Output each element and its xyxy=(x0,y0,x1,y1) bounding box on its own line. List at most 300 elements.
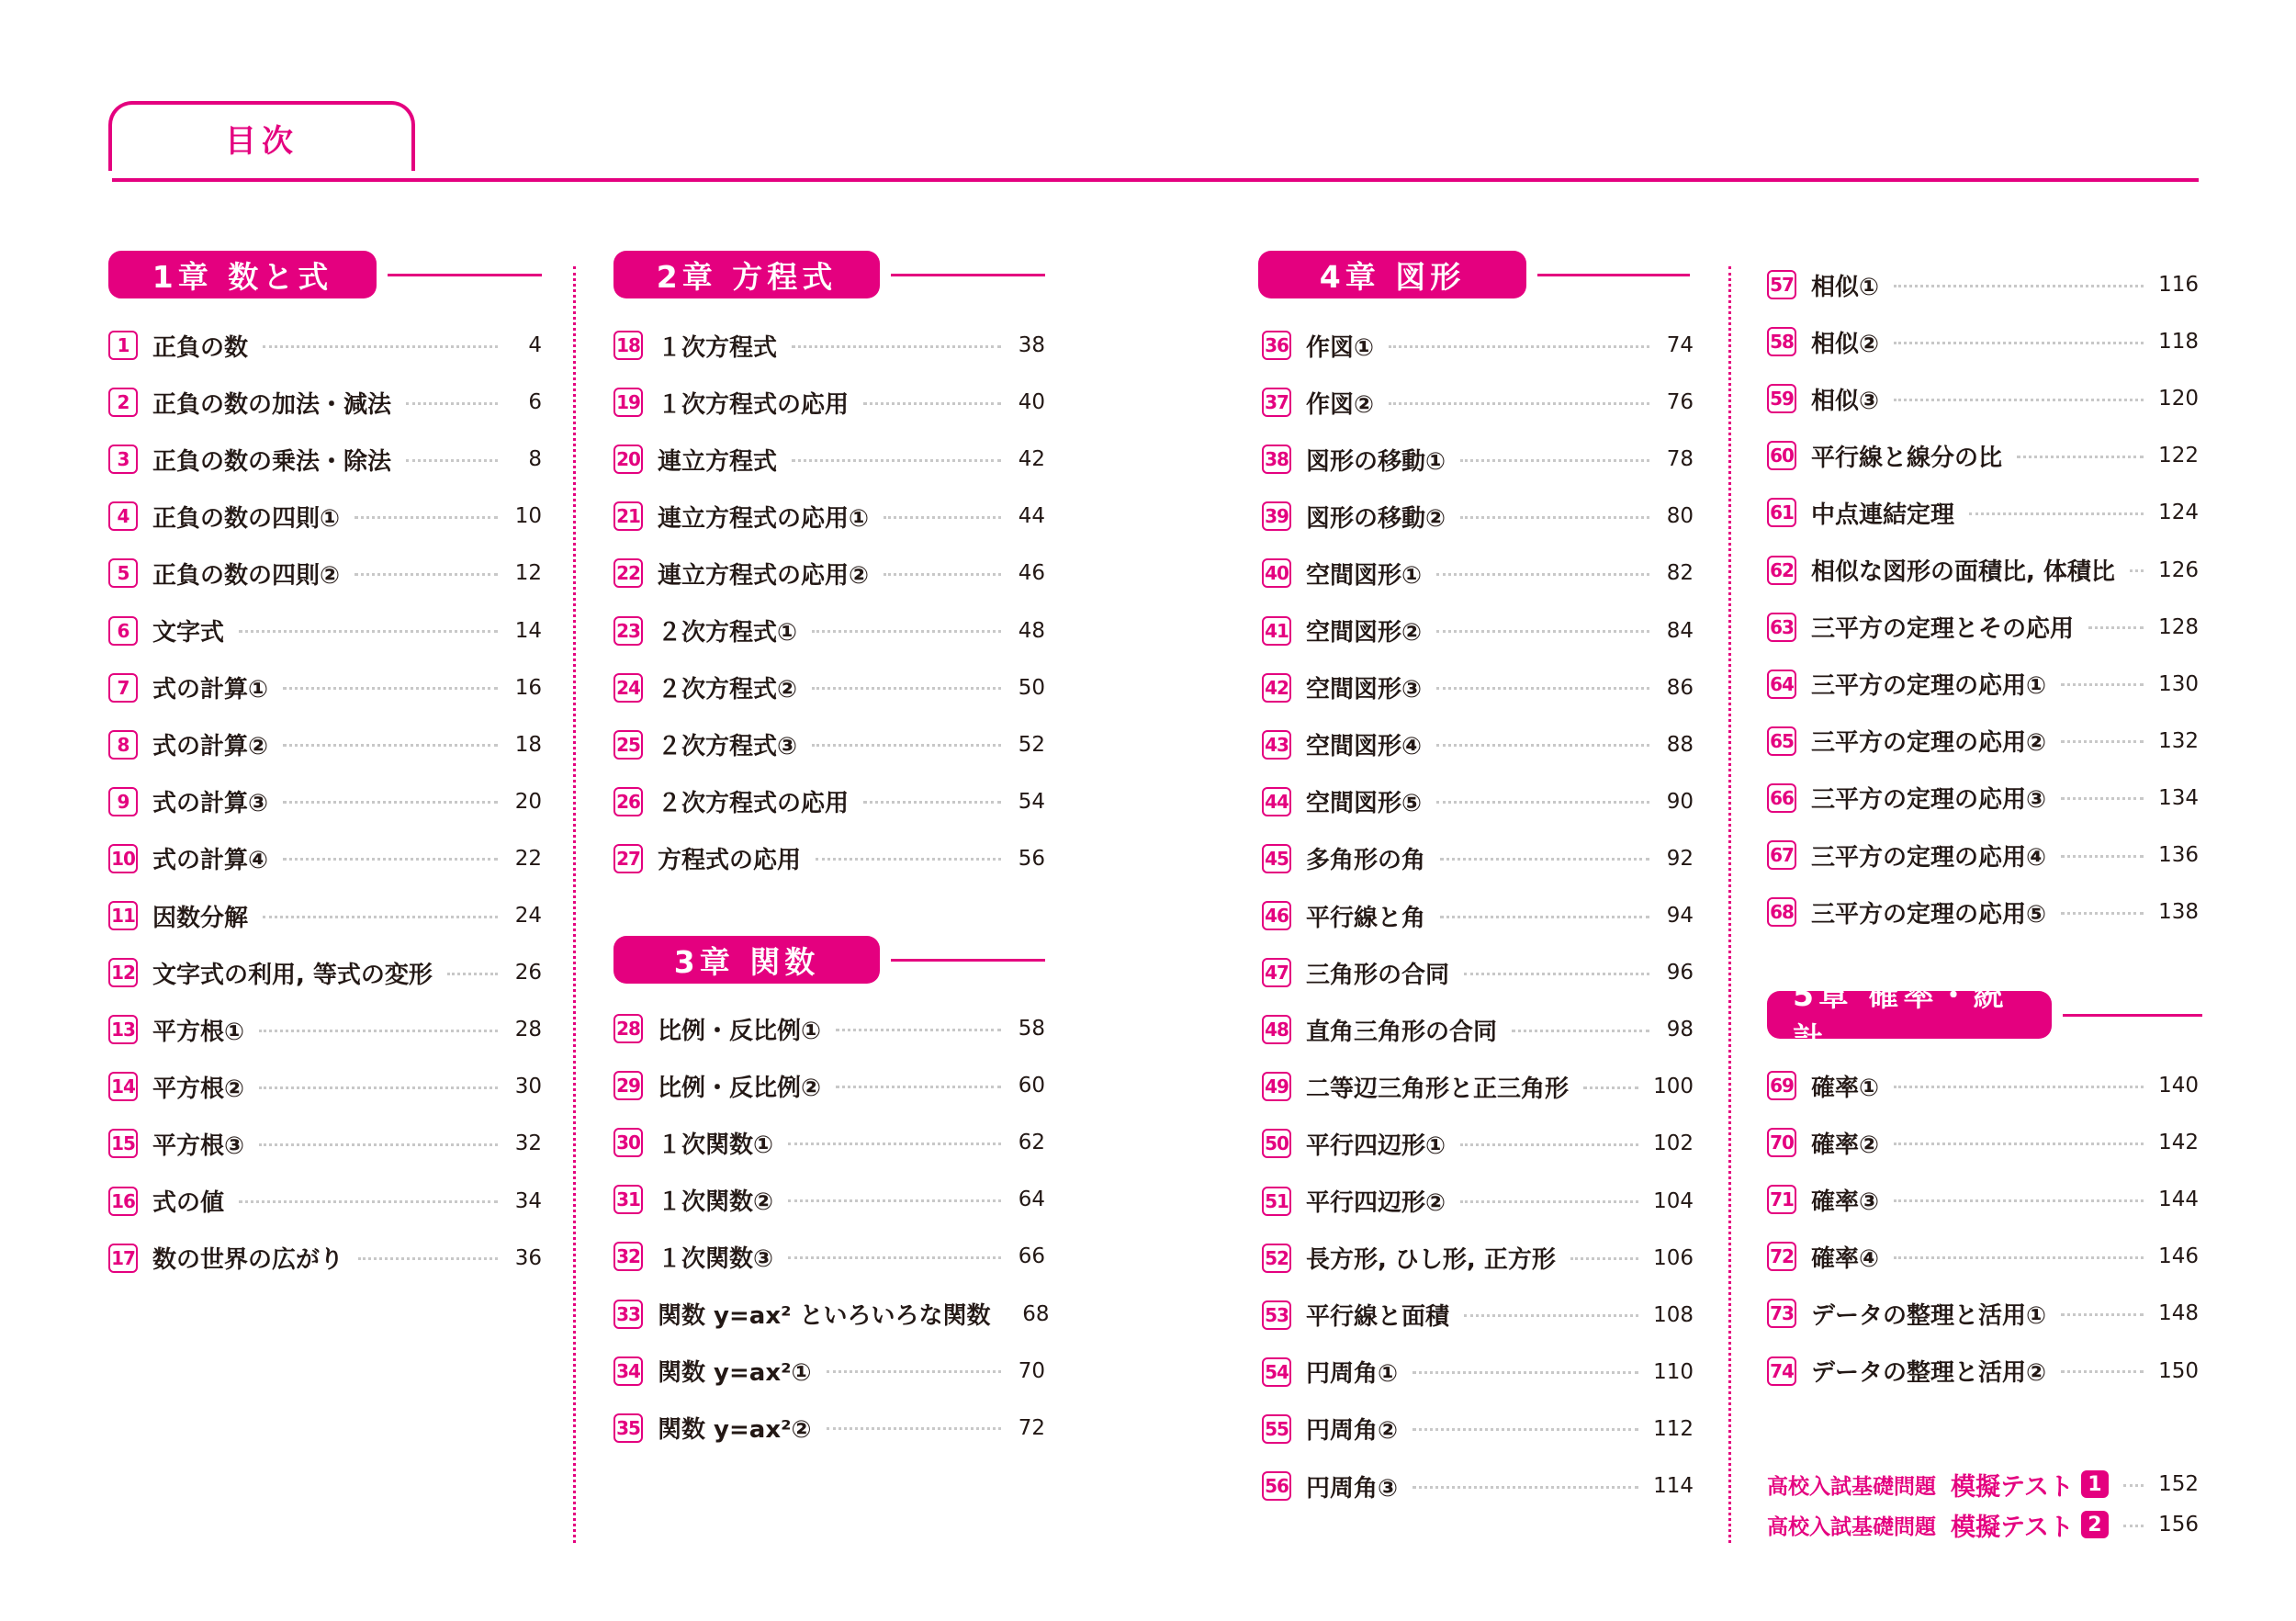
page-number: 22 xyxy=(514,846,542,871)
toc-entry[interactable] xyxy=(108,441,542,478)
leader-dots xyxy=(1969,512,2144,515)
toc-entry[interactable] xyxy=(1262,1297,1694,1334)
entry-title: 相似② xyxy=(1811,330,1880,358)
section-number-badge: 28 xyxy=(613,1014,643,1043)
toc-entry[interactable] xyxy=(1262,1240,1694,1277)
section-number-badge: 73 xyxy=(1767,1299,1796,1328)
toc-entry[interactable] xyxy=(613,1181,1045,1218)
section-number-badge: 38 xyxy=(1262,445,1291,474)
toc-entry[interactable] xyxy=(613,613,1045,649)
mock-test-number-badge: 1 xyxy=(2081,1470,2109,1498)
page-number: 140 xyxy=(2158,1074,2199,1098)
entry-title: 三平方の定理とその応用 xyxy=(1811,615,2075,644)
toc-entry[interactable] xyxy=(1767,1295,2199,1332)
entry-title: 関数 y=ax²① xyxy=(658,1359,812,1388)
page-number: 116 xyxy=(2158,273,2199,297)
mock-test-name: 模擬テスト xyxy=(1951,1513,2074,1542)
entry-title: ２次方程式② xyxy=(658,676,798,704)
page-number: 30 xyxy=(514,1075,542,1099)
entry-title: ２次方程式③ xyxy=(658,733,798,761)
entry-title: 平行線と面積 xyxy=(1306,1303,1450,1332)
toc-entry[interactable] xyxy=(613,498,1045,535)
toc-entry[interactable] xyxy=(1767,380,2199,417)
section-number-badge: 44 xyxy=(1262,787,1291,816)
toc-entry[interactable] xyxy=(108,1068,542,1105)
leader-dots xyxy=(406,402,498,405)
toc-entry[interactable] xyxy=(108,1183,542,1220)
entry-title: 連立方程式の応用② xyxy=(658,561,870,590)
chapter-rule xyxy=(388,274,542,276)
entry-title: 多角形の角 xyxy=(1306,847,1426,875)
toc-entry[interactable] xyxy=(1767,1353,2199,1390)
toc-entry[interactable] xyxy=(1262,613,1694,649)
leader-dots xyxy=(788,1199,1001,1202)
section-number-badge: 31 xyxy=(613,1185,643,1214)
section-number-badge: 19 xyxy=(613,388,643,417)
leader-dots xyxy=(2130,569,2144,572)
entry-title: 数の世界の広がり xyxy=(152,1246,344,1275)
entry-title: 平方根③ xyxy=(152,1131,245,1160)
leader-dots xyxy=(2061,740,2144,743)
leader-dots xyxy=(283,801,498,804)
leader-dots xyxy=(1460,516,1649,519)
toc-entry[interactable] xyxy=(1767,780,2199,816)
page-number: 68 xyxy=(1022,1301,1050,1326)
section-number-badge: 46 xyxy=(1262,901,1291,930)
toc-entry[interactable] xyxy=(1767,666,2199,703)
section-number-badge: 21 xyxy=(613,501,643,531)
toc-entry[interactable] xyxy=(613,840,1045,877)
page-number: 138 xyxy=(2158,900,2199,925)
toc-entry[interactable] xyxy=(1262,327,1694,364)
page-number: 10 xyxy=(514,504,542,529)
section-number-badge: 26 xyxy=(613,787,643,816)
column-separator xyxy=(1728,266,1731,1543)
section-number-badge: 72 xyxy=(1767,1242,1796,1271)
leader-dots xyxy=(1570,1257,1638,1260)
chapter-title: 2章 方程式 xyxy=(613,251,880,298)
toc-entry[interactable] xyxy=(108,954,542,991)
section-number-badge: 7 xyxy=(108,673,138,703)
entry-title: 平行線と線分の比 xyxy=(1811,444,2003,472)
page-number: 132 xyxy=(2158,728,2199,753)
toc-entry[interactable] xyxy=(108,1125,542,1162)
page-number: 144 xyxy=(2158,1188,2199,1212)
section-number-badge: 39 xyxy=(1262,501,1291,531)
leader-dots xyxy=(2123,1525,2144,1527)
leader-dots xyxy=(2061,912,2144,915)
toc-entry[interactable] xyxy=(613,1296,1050,1333)
section-number-badge: 62 xyxy=(1767,556,1796,585)
toc-entry[interactable] xyxy=(613,1238,1045,1275)
entry-title: 二等辺三角形と正三角形 xyxy=(1306,1075,1570,1103)
leader-dots xyxy=(263,916,498,918)
toc-entry[interactable] xyxy=(1262,670,1694,706)
leader-dots xyxy=(283,858,498,861)
entry-title: 図形の移動① xyxy=(1306,447,1446,476)
section-number-badge: 53 xyxy=(1262,1300,1291,1330)
section-number-badge: 45 xyxy=(1262,844,1291,873)
leader-dots xyxy=(447,973,498,975)
toc-entry[interactable] xyxy=(1262,1011,1694,1048)
section-number-badge: 32 xyxy=(613,1242,643,1271)
leader-dots xyxy=(1436,573,1649,576)
toc-entry[interactable] xyxy=(108,897,542,934)
entry-title: 確率① xyxy=(1811,1074,1880,1102)
section-number-badge: 50 xyxy=(1262,1129,1291,1158)
leader-dots xyxy=(1436,744,1649,747)
section-number-badge: 24 xyxy=(613,673,643,703)
leader-dots xyxy=(884,516,1001,519)
page-number: 148 xyxy=(2158,1301,2199,1326)
section-number-badge: 71 xyxy=(1767,1185,1796,1214)
leader-dots xyxy=(406,459,498,462)
leader-dots xyxy=(792,345,1001,348)
section-number-badge: 48 xyxy=(1262,1015,1291,1044)
leader-dots xyxy=(1512,1030,1649,1032)
page-number: 150 xyxy=(2158,1358,2199,1383)
page-number: 108 xyxy=(1653,1302,1694,1327)
leader-dots xyxy=(1436,630,1649,633)
page-number: 44 xyxy=(1018,504,1045,529)
section-number-badge: 2 xyxy=(108,388,138,417)
entry-title: 三平方の定理の応用② xyxy=(1811,729,2047,758)
toc-entry[interactable] xyxy=(613,327,1045,364)
leader-dots xyxy=(792,459,1001,462)
entry-title: １次関数① xyxy=(658,1131,774,1159)
page-number: 90 xyxy=(1666,789,1694,814)
section-number-badge: 37 xyxy=(1262,388,1291,417)
section-number-badge: 18 xyxy=(613,331,643,360)
section-number-badge: 10 xyxy=(108,844,138,873)
section-number-badge: 3 xyxy=(108,445,138,474)
section-number-badge: 8 xyxy=(108,730,138,760)
page-number: 142 xyxy=(2158,1131,2199,1155)
entry-title: 式の計算① xyxy=(152,676,269,704)
toc-entry[interactable] xyxy=(1767,1238,2199,1275)
section-number-badge: 59 xyxy=(1767,384,1796,413)
section-number-badge: 15 xyxy=(108,1129,138,1158)
toc-entry[interactable] xyxy=(108,1011,542,1048)
toc-entry[interactable] xyxy=(1262,384,1694,421)
toc-entry[interactable] xyxy=(1262,441,1694,478)
leader-dots xyxy=(1894,1256,2144,1259)
toc-entry[interactable] xyxy=(1262,1411,1694,1447)
leader-dots xyxy=(283,744,498,747)
section-number-badge: 70 xyxy=(1767,1128,1796,1157)
entry-title: 円周角② xyxy=(1306,1417,1399,1446)
mock-test-label: 高校入試基礎問題 xyxy=(1767,1474,1936,1499)
page-number: 74 xyxy=(1666,333,1694,357)
entry-title: 長方形, ひし形, 正方形 xyxy=(1306,1246,1556,1275)
page-number: 16 xyxy=(514,675,542,700)
toc-entry[interactable] xyxy=(1767,894,2199,930)
leader-dots xyxy=(827,1427,1001,1430)
page-number: 136 xyxy=(2158,843,2199,867)
leader-dots xyxy=(1894,342,2144,344)
entry-title: 空間図形④ xyxy=(1306,733,1423,761)
entry-title: １次関数② xyxy=(658,1188,774,1216)
toc-entry[interactable] xyxy=(1262,1468,1694,1504)
section-number-badge: 29 xyxy=(613,1071,643,1100)
toc-entry[interactable] xyxy=(108,726,542,763)
leader-dots xyxy=(358,1257,498,1260)
entry-title: 関数 y=ax²② xyxy=(658,1416,812,1445)
toc-entry[interactable] xyxy=(108,783,542,820)
leader-dots xyxy=(2123,1484,2144,1487)
section-number-badge: 58 xyxy=(1767,327,1796,356)
page-number: 56 xyxy=(1018,846,1045,871)
page-number: 146 xyxy=(2158,1244,2199,1269)
page-title: 目次 xyxy=(108,101,415,171)
page-number: 78 xyxy=(1666,447,1694,472)
chapter-title: 4章 図形 xyxy=(1258,251,1526,298)
toc-entry[interactable] xyxy=(613,670,1045,706)
toc-entry[interactable] xyxy=(1262,1125,1694,1162)
toc-entry[interactable] xyxy=(613,1010,1045,1047)
page-number: 20 xyxy=(514,789,542,814)
page-number: 26 xyxy=(514,961,542,985)
toc-entry[interactable] xyxy=(1262,1068,1694,1105)
page-number: 110 xyxy=(1653,1359,1694,1384)
toc-entry[interactable] xyxy=(108,613,542,649)
page-number: 12 xyxy=(514,561,542,586)
leader-dots xyxy=(788,1256,1001,1259)
entry-title: 確率③ xyxy=(1811,1188,1880,1216)
section-number-badge: 61 xyxy=(1767,498,1796,527)
toc-entry[interactable] xyxy=(108,1240,542,1277)
toc-entry[interactable] xyxy=(1767,552,2199,589)
leader-dots xyxy=(1460,1200,1638,1203)
toc-entry[interactable] xyxy=(613,384,1045,421)
entry-title: 三平方の定理の応用④ xyxy=(1811,843,2047,872)
leader-dots xyxy=(1440,916,1649,918)
entry-title: 平行線と角 xyxy=(1306,904,1426,932)
entry-title: 正負の数の四則① xyxy=(152,504,341,533)
section-number-badge: 13 xyxy=(108,1015,138,1044)
entry-title: 作図② xyxy=(1306,390,1375,419)
entry-title: 文字式の利用, 等式の変形 xyxy=(152,961,433,989)
section-number-badge: 4 xyxy=(108,501,138,531)
section-number-badge: 11 xyxy=(108,901,138,930)
page-number: 28 xyxy=(514,1018,542,1042)
leader-dots xyxy=(1464,1314,1638,1317)
entry-title: 相似① xyxy=(1811,273,1880,301)
entry-title: 式の計算③ xyxy=(152,790,269,818)
page-number: 112 xyxy=(1653,1416,1694,1441)
entry-title: 連立方程式 xyxy=(658,447,778,476)
column-separator xyxy=(573,266,576,1543)
chapter-5-header xyxy=(1767,977,2202,1056)
title-rule xyxy=(112,178,2199,182)
page-number: 70 xyxy=(1018,1358,1045,1383)
toc-entry[interactable] xyxy=(1262,954,1694,991)
toc-entry[interactable] xyxy=(613,441,1045,478)
toc-entry[interactable] xyxy=(1767,1181,2199,1218)
page-number: 52 xyxy=(1018,732,1045,757)
page-number: 114 xyxy=(1653,1474,1694,1498)
toc-entry[interactable] xyxy=(1262,726,1694,763)
entry-title: 式の値 xyxy=(152,1189,225,1217)
toc-entry[interactable] xyxy=(613,1410,1045,1447)
toc-entry[interactable] xyxy=(1767,723,2199,760)
entry-title: 三角形の合同 xyxy=(1306,961,1450,989)
toc-entry[interactable] xyxy=(1767,1067,2199,1104)
page-number: 18 xyxy=(514,732,542,757)
section-number-badge: 27 xyxy=(613,844,643,873)
section-number-badge: 67 xyxy=(1767,840,1796,870)
section-number-badge: 1 xyxy=(108,331,138,360)
page-number: 98 xyxy=(1666,1018,1694,1042)
toc-entry[interactable] xyxy=(108,670,542,706)
section-number-badge: 43 xyxy=(1262,730,1291,760)
page-number: 126 xyxy=(2158,557,2199,582)
leader-dots xyxy=(1583,1086,1638,1089)
toc-entry[interactable] xyxy=(613,1353,1045,1390)
entry-title: 平行四辺形① xyxy=(1306,1131,1446,1160)
leader-dots xyxy=(1436,801,1649,804)
entry-title: 作図① xyxy=(1306,333,1375,362)
page-number: 54 xyxy=(1018,789,1045,814)
leader-dots xyxy=(863,801,1001,804)
page-number: 46 xyxy=(1018,561,1045,586)
section-number-badge: 33 xyxy=(613,1300,643,1329)
toc-entry[interactable] xyxy=(108,384,542,421)
toc-entry[interactable] xyxy=(613,1067,1045,1104)
entry-title: 確率② xyxy=(1811,1131,1880,1159)
section-number-badge: 64 xyxy=(1767,670,1796,699)
section-number-badge: 60 xyxy=(1767,441,1796,470)
toc-entry[interactable] xyxy=(1767,837,2199,873)
entry-title: 三平方の定理の応用① xyxy=(1811,672,2047,701)
section-number-badge: 57 xyxy=(1767,270,1796,299)
entry-title: １次方程式の応用 xyxy=(658,390,850,419)
page-number: 50 xyxy=(1018,675,1045,700)
toc-entry[interactable] xyxy=(108,840,542,877)
entry-title: 関数 y=ax² といろいろな関数 xyxy=(658,1302,991,1330)
page-number: 40 xyxy=(1018,390,1045,415)
entry-title: 平方根① xyxy=(152,1018,245,1046)
chapter-rule xyxy=(891,274,1045,276)
page-number: 104 xyxy=(1653,1188,1694,1213)
mock-test-1[interactable] xyxy=(1767,1466,2199,1503)
leader-dots xyxy=(1894,1199,2144,1202)
entry-title: データの整理と活用② xyxy=(1811,1359,2047,1387)
toc-entry[interactable] xyxy=(1262,840,1694,877)
toc-entry[interactable] xyxy=(108,498,542,535)
toc-entry[interactable] xyxy=(1767,323,2199,360)
toc-entry[interactable] xyxy=(108,555,542,591)
entry-title: 円周角① xyxy=(1306,1360,1399,1389)
toc-entry[interactable] xyxy=(1767,266,2199,303)
leader-dots xyxy=(812,687,1001,690)
entry-title: 円周角③ xyxy=(1306,1474,1399,1503)
leader-dots xyxy=(259,1086,498,1089)
section-number-badge: 20 xyxy=(613,445,643,474)
section-number-badge: 42 xyxy=(1262,673,1291,703)
toc-entry[interactable] xyxy=(1262,1354,1694,1390)
leader-dots xyxy=(836,1086,1001,1088)
toc-entry[interactable] xyxy=(1767,494,2199,531)
page-number: 14 xyxy=(514,618,542,643)
page-number: 86 xyxy=(1666,675,1694,700)
page-number: 24 xyxy=(514,904,542,928)
toc-entry[interactable] xyxy=(1767,437,2199,474)
entry-title: 正負の数 xyxy=(152,333,249,362)
entry-title: 三平方の定理の応用③ xyxy=(1811,786,2047,815)
leader-dots xyxy=(884,573,1001,576)
toc-entry[interactable] xyxy=(1262,783,1694,820)
page-number: 94 xyxy=(1666,904,1694,928)
entry-title: 方程式の応用 xyxy=(658,847,802,875)
page-number: 76 xyxy=(1666,390,1694,415)
page-number: 62 xyxy=(1018,1131,1045,1155)
section-number-badge: 66 xyxy=(1767,783,1796,813)
section-number-badge: 40 xyxy=(1262,558,1291,588)
toc-entry[interactable] xyxy=(1262,1183,1694,1220)
toc-entry[interactable] xyxy=(1262,555,1694,591)
toc-entry[interactable] xyxy=(613,783,1045,820)
page-number: 34 xyxy=(514,1188,542,1213)
page-number: 118 xyxy=(2158,330,2199,355)
toc-entry[interactable] xyxy=(1262,498,1694,535)
entry-title: 因数分解 xyxy=(152,904,249,932)
leader-dots xyxy=(2088,626,2144,629)
toc-entry[interactable] xyxy=(1767,609,2199,646)
page-number: 4 xyxy=(528,333,542,357)
section-number-badge: 16 xyxy=(108,1187,138,1216)
leader-dots xyxy=(1894,1086,2144,1088)
leader-dots xyxy=(2061,1370,2144,1373)
entry-title: 相似③ xyxy=(1811,387,1880,415)
leader-dots xyxy=(2061,855,2144,858)
leader-dots xyxy=(2017,456,2144,458)
section-number-badge: 41 xyxy=(1262,616,1291,646)
page-number: 120 xyxy=(2158,387,2199,411)
section-number-badge: 30 xyxy=(613,1128,643,1157)
toc-entry[interactable] xyxy=(1262,897,1694,934)
page-number: 64 xyxy=(1018,1188,1045,1212)
toc-entry[interactable] xyxy=(613,726,1045,763)
leader-dots xyxy=(1412,1486,1638,1489)
section-number-badge: 25 xyxy=(613,730,643,760)
entry-title: 直角三角形の合同 xyxy=(1306,1018,1498,1046)
section-number-badge: 36 xyxy=(1262,331,1291,360)
chapter-title: 3章 関数 xyxy=(613,936,880,984)
page-number: 80 xyxy=(1666,504,1694,529)
section-number-badge: 17 xyxy=(108,1244,138,1273)
chapter-rule xyxy=(1537,274,1690,276)
chapter-4-header xyxy=(1258,250,1690,299)
page-number: 92 xyxy=(1666,846,1694,871)
page-number: 6 xyxy=(528,390,542,415)
entry-title: 空間図形① xyxy=(1306,561,1423,590)
page-number: 124 xyxy=(2158,501,2199,525)
toc-entry[interactable] xyxy=(613,555,1045,591)
mock-test-2[interactable] xyxy=(1767,1506,2199,1543)
section-number-badge: 49 xyxy=(1262,1072,1291,1101)
leader-dots xyxy=(239,1200,498,1203)
page-number: 122 xyxy=(2158,444,2199,468)
chapter-title: 5章 確率・統計 xyxy=(1767,991,2052,1039)
toc-entry[interactable] xyxy=(1767,1124,2199,1161)
page-number: 72 xyxy=(1018,1415,1045,1440)
toc-entry[interactable] xyxy=(613,1124,1045,1161)
toc-entry[interactable] xyxy=(108,327,542,364)
entry-title: 相似な図形の面積比, 体積比 xyxy=(1811,558,2115,586)
section-number-badge: 6 xyxy=(108,616,138,646)
leader-dots xyxy=(863,402,1001,405)
